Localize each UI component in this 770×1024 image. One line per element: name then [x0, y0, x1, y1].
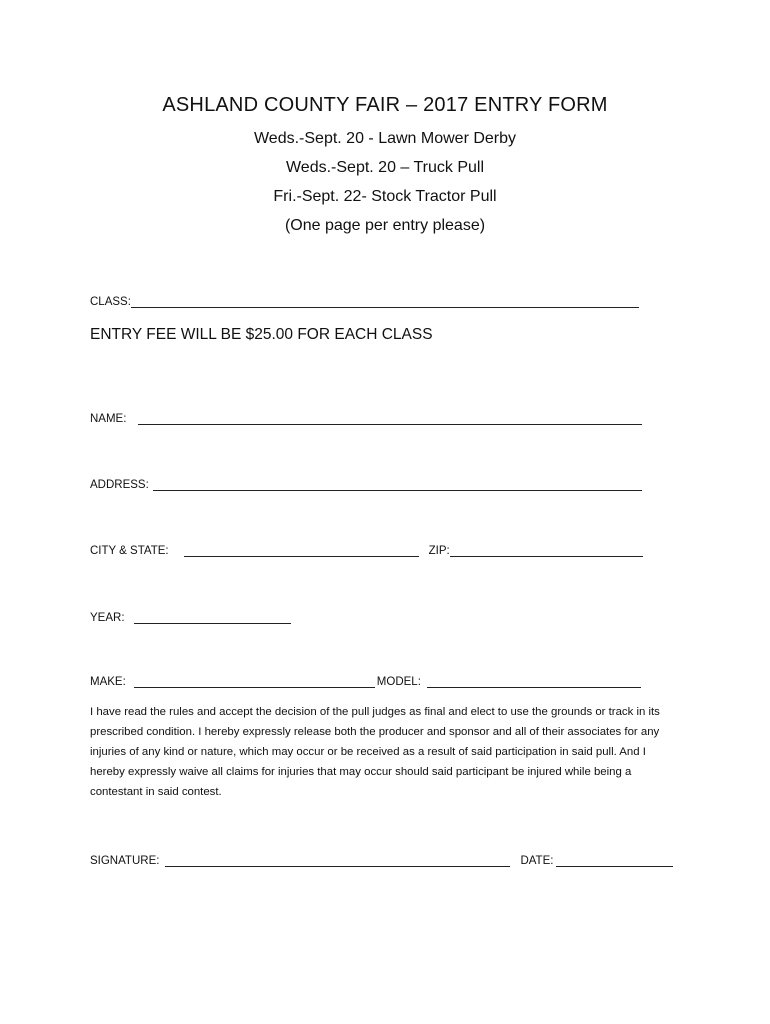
date-field[interactable] [556, 853, 673, 867]
year-row [90, 606, 291, 624]
name-label: NAME: [90, 413, 127, 425]
make-label: MAKE: [90, 676, 126, 688]
zip-label: ZIP: [428, 545, 450, 557]
signature-date-row [90, 849, 673, 867]
city-zip-row [90, 539, 643, 557]
name-row [90, 407, 642, 425]
year-field[interactable] [134, 610, 291, 624]
year-label: YEAR: [90, 612, 125, 624]
release-statement: I have read the rules and accept the decision of the pull judges as final and elect to use the grounds or track in its prescribed condition. I hereby expressly release both the producer and sponsor and all of their associates for any injuries of any kind or nature, which may occur or be received as a result of said participation in said pull. And I hereby expressly waive all claims for injuries that may occur should said participant be injured while being a contestant in said contest. [90, 706, 660, 798]
zip-field[interactable] [450, 543, 643, 557]
signature-field[interactable] [165, 853, 510, 867]
class-field[interactable] [131, 294, 639, 308]
signature-label: SIGNATURE: [90, 855, 160, 867]
event-truck-pull: Weds.-Sept. 20 – Truck Pull [285, 159, 484, 176]
address-field[interactable] [153, 477, 642, 491]
event-stock-tractor-pull: Fri.-Sept. 22- Stock Tractor Pull [273, 188, 497, 205]
form-title: ASHLAND COUNTY FAIR – 2017 ENTRY FORM [162, 94, 608, 116]
make-field[interactable] [134, 674, 375, 688]
event-lawn-mower-derby: Weds.-Sept. 20 - Lawn Mower Derby [253, 130, 517, 147]
name-field[interactable] [138, 411, 642, 425]
address-row [90, 473, 642, 491]
model-field[interactable] [427, 674, 641, 688]
class-row [90, 290, 639, 308]
entry-note: (One page per entry please) [284, 217, 486, 234]
address-label: ADDRESS: [90, 479, 149, 491]
class-label: CLASS: [90, 296, 131, 308]
city-state-label: CITY & STATE: [90, 545, 169, 557]
entry-fee-notice: ENTRY FEE WILL BE $25.00 FOR EACH CLASS [90, 326, 433, 343]
make-model-row [90, 670, 641, 688]
date-label: DATE: [520, 855, 554, 867]
model-label: MODEL: [376, 676, 421, 688]
city-state-field[interactable] [184, 543, 419, 557]
